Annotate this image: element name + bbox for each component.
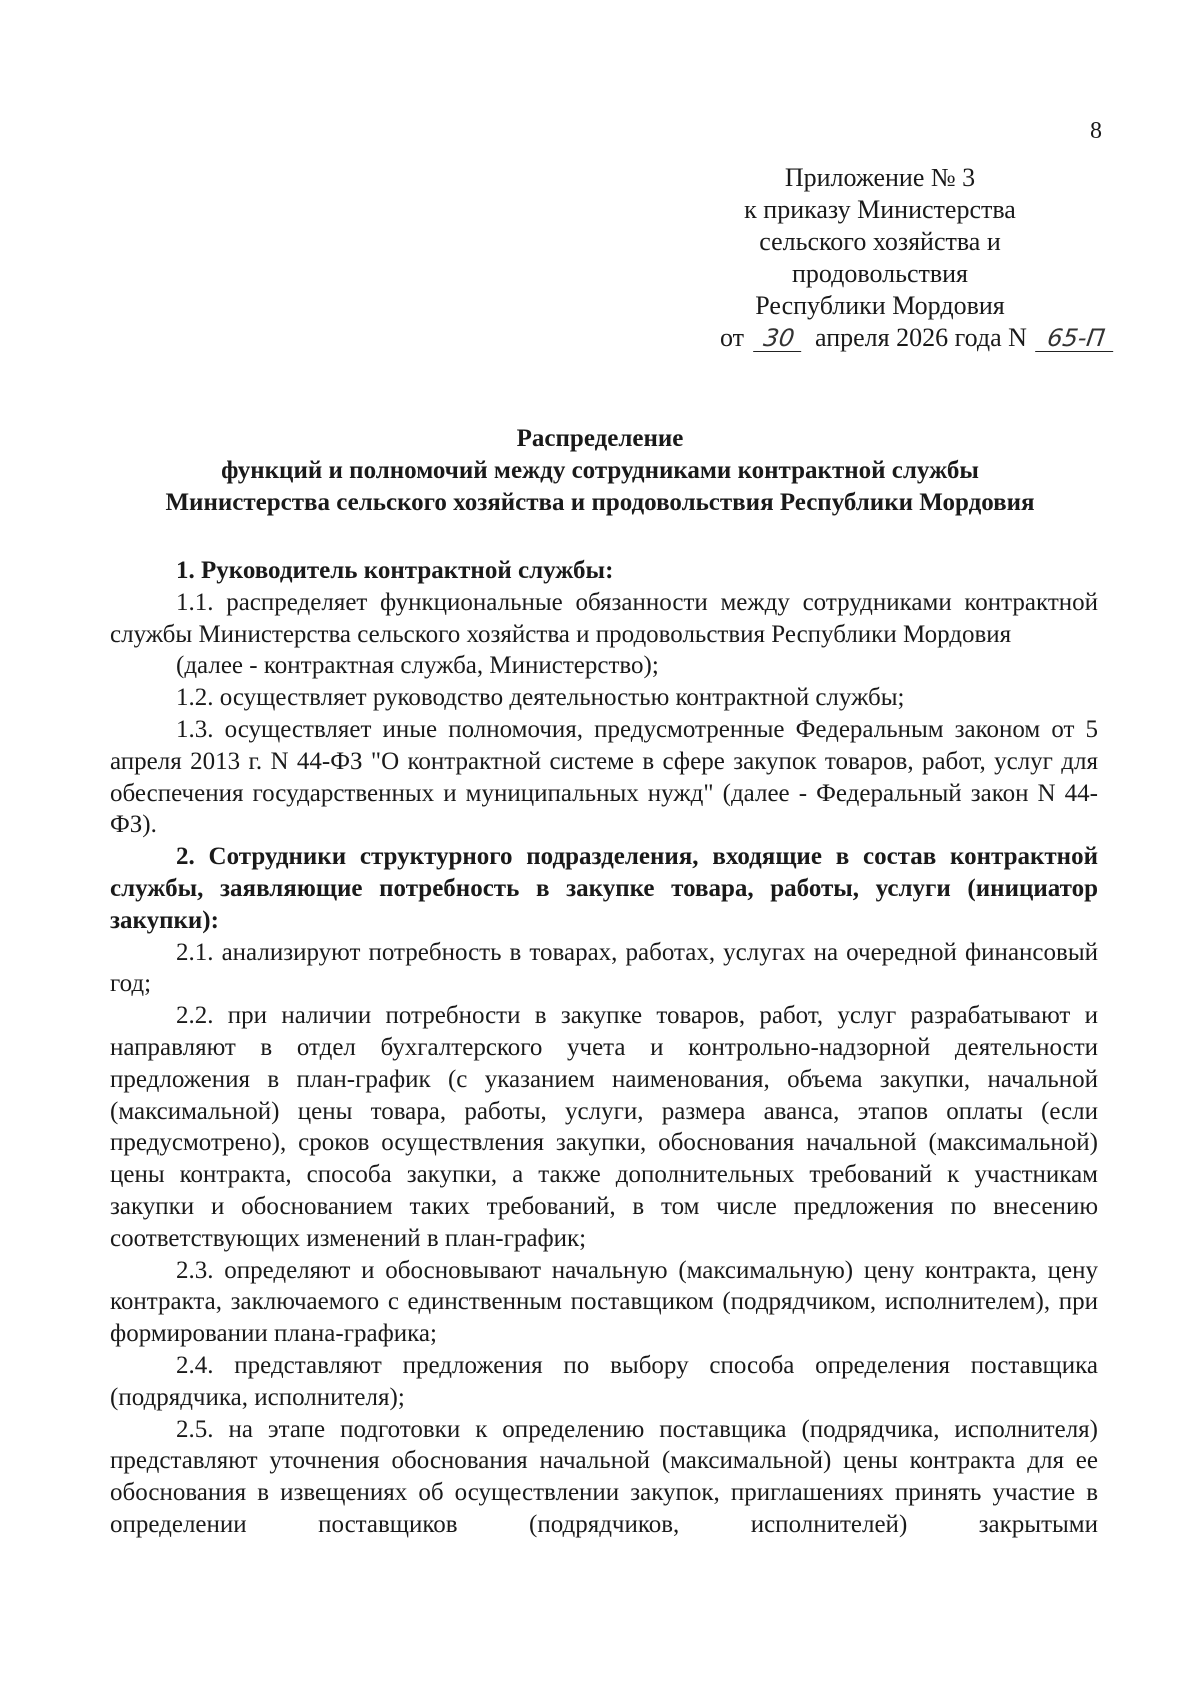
clause-2-3: 2.3. определяют и обосновывают начальную (максимальную) цену контракта, цену контракта, заключаемого с единственным поставщиком (подрядчиком, исполнителем), при формировании плана-графика; (110, 1256, 1098, 1348)
appendix-line: сельского хозяйства и (759, 227, 1001, 256)
document-title (100, 423, 1100, 519)
clause-1-2: 1.2. осуществляет руководство деятельностью контрактной службы; (176, 684, 905, 712)
handwritten-day: 30 (753, 325, 805, 352)
section-2-heading: 2. Сотрудники структурного подразделения, входящие в состав контрактной службы, заявляющие потребность в закупке товара, работы, услуги (инициатор закупки): (110, 843, 1098, 934)
appendix-header (700, 162, 1200, 354)
clause-1-1-continuation: (далее - контрактная служба, Министерство); (176, 652, 659, 680)
title-line-1: Распределение (516, 425, 684, 452)
date-prefix: от (720, 323, 751, 352)
section-1-heading: 1. Руководитель контрактной службы: (176, 557, 614, 584)
title-line-3: Министерства сельского хозяйства и продовольствия Республики Мордовия (165, 489, 1035, 516)
order-date-line (720, 322, 1200, 354)
appendix-line: Республики Мордовия (755, 291, 1005, 320)
appendix-line: Приложение № 3 (784, 163, 976, 192)
clause-2-5: 2.5. на этапе подготовки к определению поставщика (подрядчика, исполнителя) представляют уточнения обоснования начальной (максимальной) цены контракта для ее обоснования в извещениях об осуществлении закупок, приглашениях принять участие в определении поставщиков (подрядчиков, исполнителей) закрытыми (110, 1415, 1098, 1538)
date-middle: апреля 2026 года N (808, 323, 1034, 352)
clause-2-1: 2.1. анализируют потребность в товарах, работах, услугах на очередной финансовый год; (110, 938, 1098, 998)
clause-1-1: 1.1. распределяет функциональные обязанности между сотрудниками контрактной службы Министерства сельского хозяйства и продовольствия Республики Мордовия (110, 588, 1098, 648)
clause-1-3: 1.3. осуществляет иные полномочия, предусмотренные Федеральным законом от 5 апреля 2013 г. N 44-ФЗ "О контрактной системе в сфере закупок товаров, работ, услуг для обеспечения государственных и муниципальных нужд" (далее - Федеральный закон N 44-ФЗ). (110, 715, 1098, 839)
appendix-line: продовольствия (791, 259, 969, 288)
clause-2-2: 2.2. при наличии потребности в закупке товаров, работ, услуг разрабатывают и направляют в отдел бухгалтерского учета и контрольно-надзорной деятельности предложения в план-график (с указанием наименования, объема закупки, начальной (максимальной) цены товара, работы, услуги, размера аванса, этапов оплаты (если предусмотрено), сроков осуществления закупки, обоснования начальной (максимальной) цены контракта, способа закупки, а также дополнительных требований к участникам закупки и обоснованием таких требований, в том числе предложения по внесению соответствующих изменений в план-график; (110, 1002, 1098, 1252)
appendix-line: к приказу Министерства (744, 195, 1016, 224)
handwritten-order-number: 65-П (1036, 325, 1118, 352)
page-number: 8 (1090, 118, 1102, 144)
document-body (110, 555, 1098, 1541)
clause-2-4: 2.4. представляют предложения по выбору способа определения поставщика (подрядчика, исполнителя); (110, 1351, 1098, 1411)
title-line-2: функций и полномочий между сотрудниками контрактной службы (221, 457, 979, 484)
